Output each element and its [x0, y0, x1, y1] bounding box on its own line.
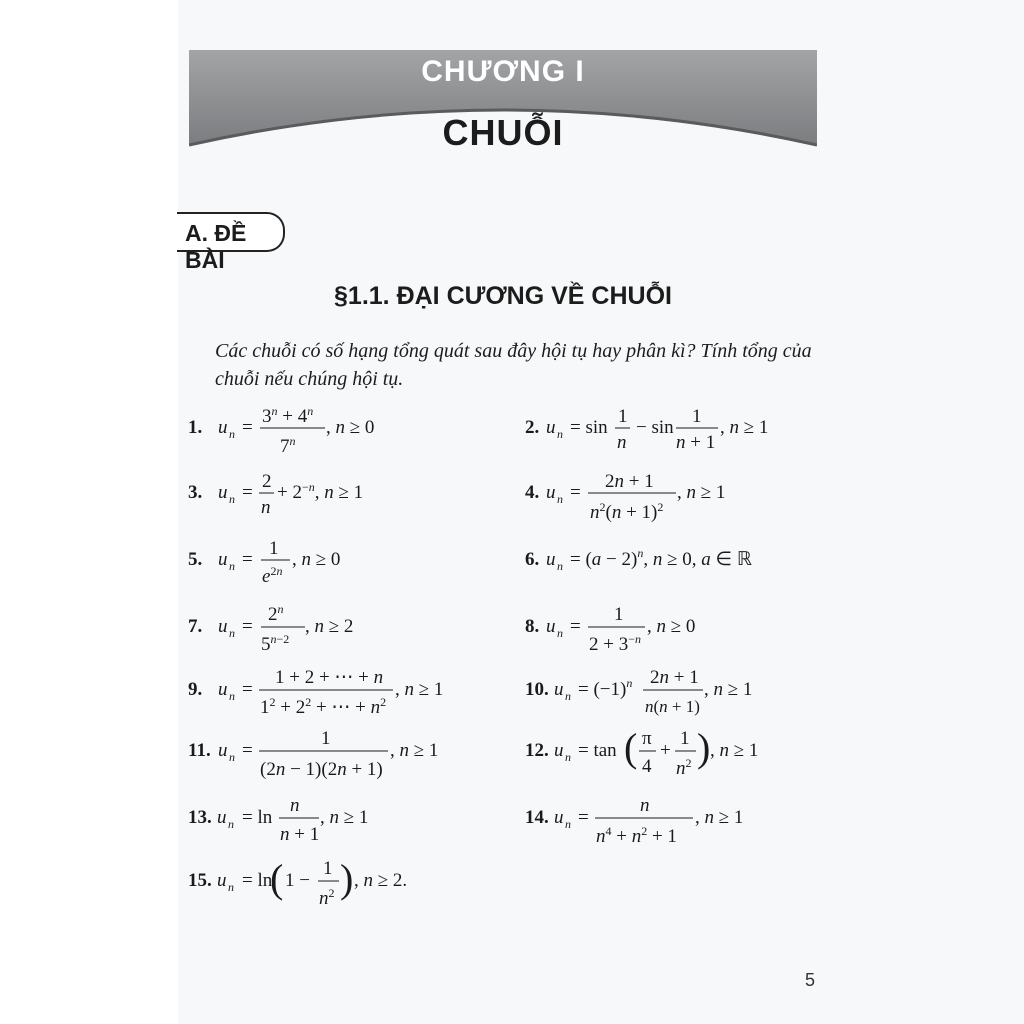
svg-text:n: n [229, 427, 235, 441]
svg-text:u: u [554, 679, 564, 700]
svg-text:2: 2 [262, 471, 272, 492]
svg-text:n + 1: n + 1 [280, 824, 320, 845]
section-tag-label: A. ĐỀ BÀI [185, 220, 247, 273]
problem-12 [525, 725, 758, 779]
svg-text:n2: $n^2$ [676, 756, 692, 779]
svg-text:=: = [242, 679, 253, 700]
svg-text:1.: 1. [188, 417, 203, 438]
svg-text:u: u [218, 616, 228, 637]
problem-8 [525, 604, 695, 655]
svg-text:u: u [546, 482, 556, 503]
svg-text:8.: 8. [525, 616, 540, 637]
svg-text:=: = [242, 549, 253, 570]
svg-text:n: n [229, 559, 235, 573]
svg-text:, n ≥ 1: , n ≥ 1 [695, 807, 744, 828]
svg-text:(: ( [270, 856, 284, 901]
svg-text:+: + [660, 740, 671, 761]
svg-text:n: n [229, 750, 235, 764]
svg-text:1: 1 [692, 406, 702, 427]
svg-text:n: n [617, 432, 627, 453]
svg-text:1 + 2 + ⋯ + n: 1 + 2 + ⋯ + n [275, 667, 384, 688]
svg-text:n: n [557, 427, 563, 441]
svg-text:3n + 4n: $3^n + 4^n$ [262, 404, 314, 427]
svg-text:n: n [229, 689, 235, 703]
svg-text:u: u [218, 740, 228, 761]
problem-15 [188, 856, 407, 909]
svg-text:= (−1)n: = $(-1)^n$ [578, 676, 633, 700]
svg-text:u: u [218, 482, 228, 503]
svg-text:n + 1: n + 1 [676, 432, 716, 453]
svg-text:n: n [565, 817, 571, 831]
problem-10 [525, 667, 752, 716]
svg-text:u: u [546, 549, 556, 570]
svg-text:, n ≥ 1: , n ≥ 1 [390, 740, 439, 761]
svg-text:2n + 1: 2n + 1 [605, 471, 654, 492]
svg-text:= (a − 2)n, n ≥ 0, a ∈ ℝ: = $(a - 2)^n$, n ≥ 0, a ∈ ℝ [570, 546, 752, 570]
svg-text:, n ≥ 2.: , n ≥ 2. [354, 870, 408, 891]
svg-text:n: n [229, 492, 235, 506]
svg-text:, n ≥ 0: , n ≥ 0 [326, 417, 375, 438]
svg-text:n: n [229, 626, 235, 640]
svg-text:=: = [242, 616, 253, 637]
svg-text:=: = [570, 616, 581, 637]
svg-text:n: n [565, 689, 571, 703]
svg-text:n: n [228, 817, 234, 831]
svg-text:2 + 3−n: $2 + 3^{-n}$ [589, 632, 641, 655]
svg-text:n4 + n2 + 1: $n^4 + n^2 + 1$ [596, 824, 677, 847]
svg-text:(2n − 1)(2n + 1): (2n − 1)(2n + 1) [260, 759, 383, 780]
problem-7 [188, 602, 353, 655]
svg-text:13.: 13. [188, 807, 212, 828]
svg-text:12.: 12. [525, 740, 549, 761]
svg-text:u: u [554, 740, 564, 761]
svg-text:12 + 22 + ⋯ + n2: $1^2 + 2^2$ + ⋯ + $n^2$ [260, 695, 387, 718]
svg-text:e2n: $e^2n$ [262, 564, 283, 587]
problem-11 [188, 728, 438, 780]
svg-text:− sin: − sin [636, 417, 674, 438]
svg-text:π: π [642, 728, 652, 749]
svg-text:u: u [546, 417, 556, 438]
svg-text:n2: $n^2$ [319, 886, 335, 909]
problem-4 [525, 471, 725, 523]
svg-text:=: = [242, 417, 253, 438]
chapter-label: CHƯƠNG I [421, 55, 585, 88]
svg-text:u: u [217, 870, 227, 891]
svg-text:2n: 2$^n$ [268, 602, 284, 625]
page-number: 5 [805, 970, 816, 990]
svg-text:4.: 4. [525, 482, 540, 503]
svg-text:+ 2−n, n ≥ 1: + 2−n, n ≥ 1 [277, 480, 364, 503]
svg-text:u: u [218, 679, 228, 700]
svg-text:1: 1 [618, 406, 628, 427]
svg-text:n: n [565, 750, 571, 764]
svg-text:, n ≥ 1: , n ≥ 1 [704, 679, 753, 700]
svg-text:=: = [242, 740, 253, 761]
svg-text:=: = [242, 482, 253, 503]
svg-text:n: n [640, 795, 650, 816]
problem-13 [188, 795, 368, 845]
svg-text:14.: 14. [525, 807, 549, 828]
svg-text:n: n [557, 559, 563, 573]
svg-text:, n ≥ 1: , n ≥ 1 [720, 417, 769, 438]
svg-text:=: = [578, 807, 589, 828]
svg-text:, n ≥ 1: , n ≥ 1 [677, 482, 726, 503]
problem-14 [525, 795, 743, 847]
svg-text:5n−2: $5^{n-2}$ [261, 632, 290, 655]
problem-1 [188, 404, 374, 457]
svg-text:10.: 10. [525, 679, 549, 700]
svg-text:, n ≥ 0: , n ≥ 0 [647, 616, 696, 637]
svg-text:6.: 6. [525, 549, 540, 570]
svg-text:5.: 5. [188, 549, 203, 570]
svg-text:, n ≥ 0: , n ≥ 0 [292, 549, 341, 570]
problem-2 [525, 406, 768, 453]
svg-text:n2(n + 1)2: $n^2(n + 1)^2$ [590, 500, 664, 523]
svg-text:, n ≥ 1: , n ≥ 1 [320, 807, 369, 828]
svg-text:1: 1 [614, 604, 624, 625]
svg-text:, n ≥ 1: , n ≥ 1 [710, 740, 759, 761]
svg-text:u: u [218, 549, 228, 570]
problem-9 [188, 667, 443, 718]
svg-text:2n + 1: 2n + 1 [650, 667, 699, 688]
svg-text:7.: 7. [188, 616, 203, 637]
svg-text:u: u [554, 807, 564, 828]
svg-text:11.: 11. [188, 740, 211, 761]
svg-text:2.: 2. [525, 417, 540, 438]
intro-text: Các chuỗi có số hạng tổng quát sau đây hội tụ hay phân kì? Tính tổng của chuỗi nếu chúng hội tụ. [215, 340, 812, 390]
svg-text:= ln: = ln [242, 807, 273, 828]
svg-text:u: u [546, 616, 556, 637]
svg-text:7n: 7$^n$ [280, 434, 296, 457]
svg-text:n: n [228, 880, 234, 894]
svg-text:= sin: = sin [570, 417, 608, 438]
svg-text:): ) [697, 725, 711, 770]
svg-text:): ) [340, 856, 354, 901]
svg-text:(: ( [624, 725, 638, 770]
svg-text:15.: 15. [188, 870, 212, 891]
svg-text:1: 1 [323, 858, 333, 879]
problem-6 [525, 546, 752, 573]
svg-text:1: 1 [680, 728, 690, 749]
svg-text:, n ≥ 2: , n ≥ 2 [305, 616, 354, 637]
svg-text:u: u [217, 807, 227, 828]
svg-text:n: n [290, 795, 300, 816]
problem-5 [188, 538, 340, 587]
svg-text:4: 4 [642, 756, 652, 777]
subsection-heading: §1.1. ĐẠI CƯƠNG VỀ CHUỖI [334, 282, 672, 310]
svg-text:9.: 9. [188, 679, 203, 700]
svg-text:u: u [218, 417, 228, 438]
svg-text:n: n [557, 626, 563, 640]
problem-3 [188, 471, 363, 518]
svg-text:1: 1 [269, 538, 279, 559]
svg-text:3.: 3. [188, 482, 203, 503]
svg-text:1 −: 1 − [285, 870, 310, 891]
svg-text:= ln: = ln [242, 870, 273, 891]
svg-text:n: n [261, 497, 271, 518]
svg-text:n: n [557, 492, 563, 506]
svg-text:= tan: = tan [578, 740, 617, 761]
svg-text:n(n + 1): n(n + 1) [645, 697, 700, 716]
svg-text:=: = [570, 482, 581, 503]
svg-text:, n ≥ 1: , n ≥ 1 [395, 679, 444, 700]
svg-text:1: 1 [321, 728, 331, 749]
chapter-title: CHUỖI [442, 112, 564, 153]
